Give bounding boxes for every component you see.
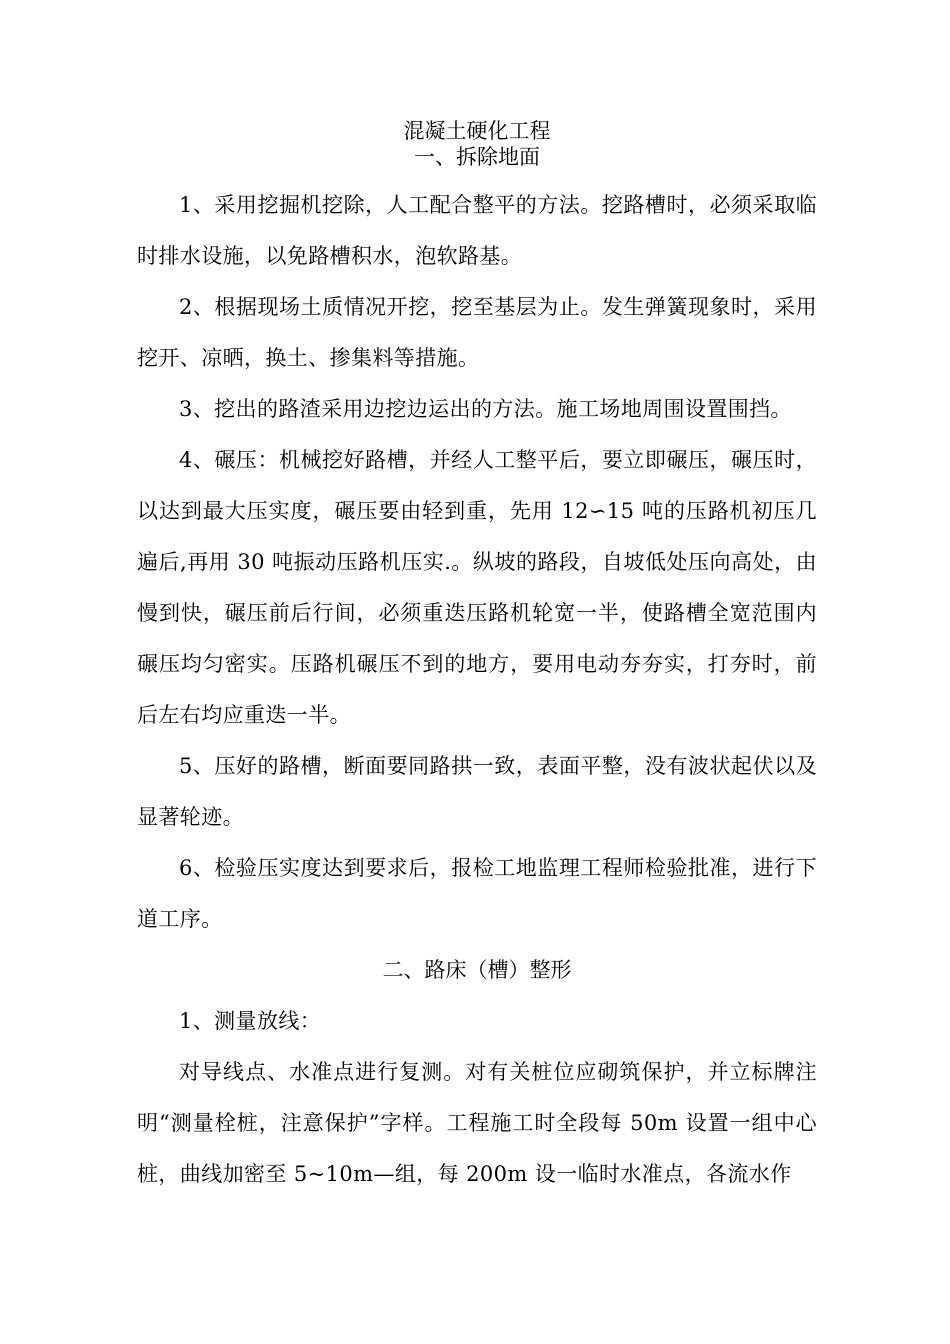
section-heading-2: 二、路床（槽）整形 [382, 958, 572, 982]
paragraph: 2、根据现场土质情况开挖，挖至基层为止。发生弹簧现象时，采用挖开、凉晒，换土、掺集料等措施。 [137, 295, 817, 370]
document-title: 混凝土硬化工程 [403, 119, 551, 143]
paragraph: 4、碾压：机械挖好路槽，并经人工整平后，要立即碾压，碾压时，以达到最大压实度，碾压要由轻到重，先用 12∽15 吨的压路机初压几遍后,再用 30 吨振动压路机压实.。纵坡的路段，自坡低处压向高处，由慢到快，碾压前后行间，必须重迭压路机轮宽一半，使路槽全宽范围内碾压均匀密实。压路机碾压不到的地方，要用电动夯夯实，打夯时，前后左右均应重迭一半。 [137, 448, 817, 727]
paragraph: 3、挖出的路渣采用边挖边运出的方法。施工场地周围设置围挡。 [179, 397, 792, 421]
document-page [137, 118, 817, 1200]
paragraph: 1、测量放线： [179, 1009, 322, 1033]
paragraph: 6、检验压实度达到要求后，报检工地监理工程师检验批准，进行下道工序。 [137, 856, 817, 931]
section-heading-1: 一、拆除地面 [414, 145, 540, 169]
paragraph: 5、压好的路槽，断面要同路拱一致，表面平整，没有波状起伏以及显著轮迹。 [137, 754, 817, 829]
paragraph: 对导线点、水准点进行复测。对有关桩位应砌筑保护，并立标牌注明“测量栓桩，注意保护”字样。工程施工时全段每 50m 设置一组中心桩，曲线加密至 5~10m—组，每 200m 设一临时水准点，各流水作 [137, 1060, 817, 1186]
paragraph: 1、采用挖掘机挖除，人工配合整平的方法。挖路槽时，必须采取临时排水设施，以免路槽积水，泡软路基。 [137, 193, 817, 268]
